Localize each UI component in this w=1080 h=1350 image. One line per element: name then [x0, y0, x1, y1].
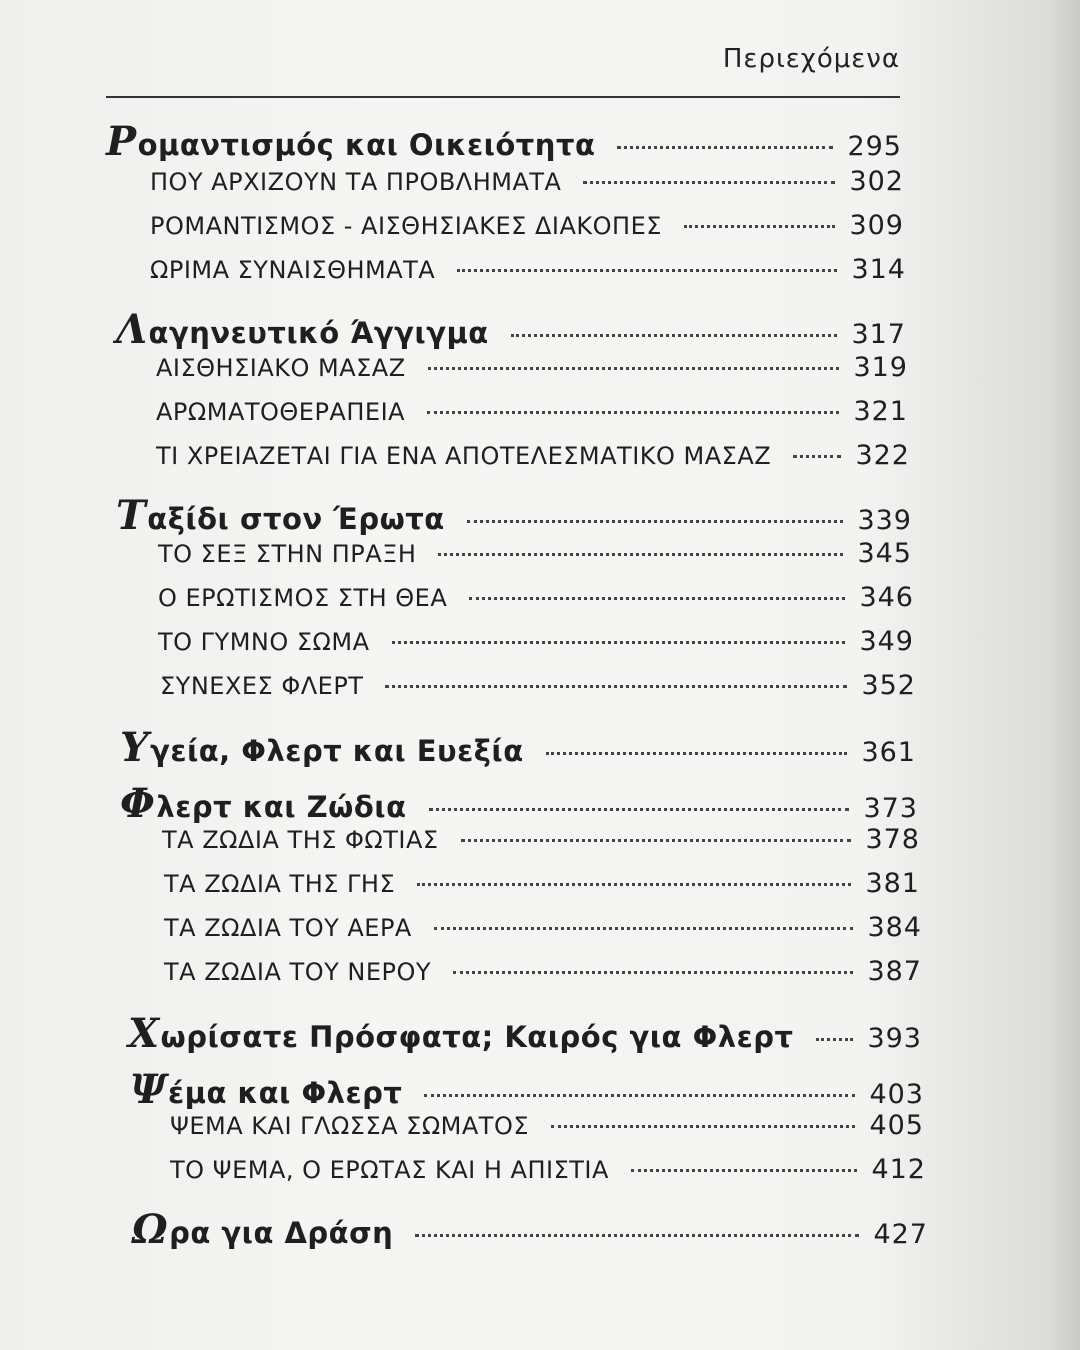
page-number: 349 [859, 626, 914, 657]
entry-title: ΑΡΩΜΑΤΟΘΕΡΑΠΕΙΑ [156, 398, 406, 426]
toc-section-entry [162, 824, 920, 855]
page-number: 378 [865, 824, 920, 855]
entry-title [116, 492, 445, 539]
entry-title: ΩΡΙΜΑ ΣΥΝΑΙΣΘΗΜΑΤΑ [150, 256, 436, 284]
toc-section-entry [158, 626, 914, 657]
dot-leader [434, 927, 854, 930]
chapter-title-text: ωρίσατε Πρόσφατα; Καιρός για Φλερτ [160, 1020, 794, 1054]
toc-section-entry [170, 1154, 926, 1185]
dot-leader [428, 367, 840, 370]
decorative-initial: Λ [116, 306, 148, 353]
decorative-initial: Ρ [106, 118, 137, 165]
toc-chapter-entry [130, 1066, 924, 1113]
dot-leader [438, 553, 843, 556]
dot-leader [424, 1094, 855, 1097]
dot-leader [793, 455, 841, 458]
chapter-title-text: έμα και Φλερτ [168, 1076, 403, 1110]
page-number: 381 [865, 868, 920, 899]
toc-section-entry [170, 1110, 924, 1141]
dot-leader [457, 269, 837, 272]
page-number: 427 [873, 1219, 928, 1250]
page-number: 317 [851, 319, 906, 350]
toc-chapter-entry [120, 724, 916, 771]
dot-leader [617, 146, 833, 149]
toc-chapter-entry [116, 492, 912, 539]
chapter-title-text: λερτ και Ζώδια [156, 790, 407, 824]
toc-section-entry [150, 210, 904, 241]
decorative-initial: Ψ [130, 1066, 168, 1113]
dot-leader [684, 225, 836, 228]
entry-title [128, 1010, 794, 1057]
page-number: 295 [847, 131, 902, 162]
dot-leader [429, 808, 850, 811]
entry-title: ΨΕΜΑ ΚΑΙ ΓΛΩΣΣΑ ΣΩΜΑΤΟΣ [170, 1112, 530, 1140]
entry-title: Ο ΕΡΩΤΙΣΜΟΣ ΣΤΗ ΘΕΑ [158, 584, 448, 612]
entry-title: ΤΑ ΖΩΔΙΑ ΤΟΥ ΑΕΡΑ [164, 914, 412, 942]
toc-chapter-entry [132, 1206, 928, 1253]
page-number: 339 [857, 505, 912, 536]
entry-title: ΣΥΝΕΧΕΣ ΦΛΕΡΤ [160, 672, 364, 700]
entry-title [130, 1066, 402, 1113]
decorative-initial: Υ [120, 724, 150, 771]
toc-section-entry [160, 670, 916, 701]
toc-section-entry [150, 166, 904, 197]
entry-title: ΤΟ ΣΕΞ ΣΤΗΝ ΠΡΑΞΗ [158, 540, 417, 568]
entry-title: ΤΟ ΨΕΜΑ, Ο ΕΡΩΤΑΣ ΚΑΙ Η ΑΠΙΣΤΙΑ [170, 1156, 609, 1184]
dot-leader [385, 685, 847, 688]
toc-section-entry [156, 352, 908, 383]
page-number: 302 [849, 166, 904, 197]
page-number: 346 [859, 582, 914, 613]
dot-leader [551, 1125, 855, 1128]
dot-leader [427, 411, 839, 414]
running-head: Περιεχόμενα [722, 44, 900, 74]
toc-chapter-entry [116, 306, 906, 353]
dot-leader [467, 520, 844, 523]
page-number: 345 [857, 538, 912, 569]
entry-title: ΡΟΜΑΝΤΙΣΜΟΣ - ΑΙΣΘΗΣΙΑΚΕΣ ΔΙΑΚΟΠΕΣ [150, 212, 662, 240]
page-number: 393 [867, 1023, 922, 1054]
dot-leader [546, 752, 848, 755]
chapter-title-text: αγηνευτικό Άγγιγμα [148, 316, 489, 350]
toc-section-entry [156, 440, 910, 471]
page-number: 314 [851, 254, 906, 285]
entry-title: ΠΟΥ ΑΡΧΙΖΟΥΝ ΤΑ ΠΡΟΒΛΗΜΑΤΑ [150, 168, 562, 196]
toc-section-entry [156, 396, 908, 427]
dot-leader [461, 839, 852, 842]
toc-section-entry [158, 538, 912, 569]
decorative-initial: Χ [128, 1010, 160, 1057]
dot-leader [583, 181, 835, 184]
toc-section-entry [164, 956, 922, 987]
entry-title: ΤΑ ΖΩΔΙΑ ΤΗΣ ΦΩΤΙΑΣ [162, 826, 439, 854]
dot-leader [453, 971, 853, 974]
page-number: 387 [867, 956, 922, 987]
chapter-title-text: ομαντισμός και Οικειότητα [137, 128, 596, 162]
page-number: 373 [863, 793, 918, 824]
entry-title: ΤΑ ΖΩΔΙΑ ΤΟΥ ΝΕΡΟΥ [164, 958, 432, 986]
page-number: 321 [853, 396, 908, 427]
decorative-initial: Ω [132, 1206, 169, 1253]
chapter-title-text: ρα για Δράση [169, 1216, 394, 1250]
entry-title [120, 780, 407, 827]
dot-leader [469, 597, 845, 600]
page-number: 403 [869, 1079, 924, 1110]
entry-title [132, 1206, 393, 1253]
decorative-initial: Φ [120, 780, 156, 827]
dot-leader [392, 641, 846, 644]
chapter-title-text: γεία, Φλερτ και Ευεξία [150, 734, 524, 768]
toc-section-entry [158, 582, 914, 613]
header-rule [106, 96, 900, 98]
page-number: 352 [861, 670, 916, 701]
decorative-initial: Τ [116, 492, 147, 539]
entry-title: ΤΟ ΓΥΜΝΟ ΣΩΜΑ [158, 628, 370, 656]
page-number: 384 [867, 912, 922, 943]
entry-title: ΤΙ ΧΡΕΙΑΖΕΤΑΙ ΓΙΑ ΕΝΑ ΑΠΟΤΕΛΕΣΜΑΤΙΚΟ ΜΑΣΑΖ [156, 442, 772, 470]
dot-leader [631, 1169, 858, 1172]
toc-section-entry [164, 912, 922, 943]
toc-chapter-entry [120, 780, 918, 827]
page-number: 412 [871, 1154, 926, 1185]
dot-leader [511, 334, 838, 337]
page-number: 405 [869, 1110, 924, 1141]
page-number: 319 [853, 352, 908, 383]
page-number: 322 [855, 440, 910, 471]
dot-leader [415, 1234, 859, 1237]
toc-chapter-entry [106, 118, 902, 165]
entry-title [106, 118, 595, 165]
toc-chapter-entry [128, 1010, 922, 1057]
dot-leader [816, 1038, 854, 1041]
entry-title [120, 724, 524, 771]
dot-leader [417, 883, 851, 886]
chapter-title-text: αξίδι στον Έρωτα [147, 502, 445, 536]
toc-section-entry [164, 868, 920, 899]
page-number: 361 [861, 737, 916, 768]
entry-title [116, 306, 489, 353]
entry-title: ΑΙΣΘΗΣΙΑΚΟ ΜΑΣΑΖ [156, 354, 406, 382]
page-number: 309 [849, 210, 904, 241]
toc-section-entry [150, 254, 906, 285]
entry-title: ΤΑ ΖΩΔΙΑ ΤΗΣ ΓΗΣ [164, 870, 396, 898]
